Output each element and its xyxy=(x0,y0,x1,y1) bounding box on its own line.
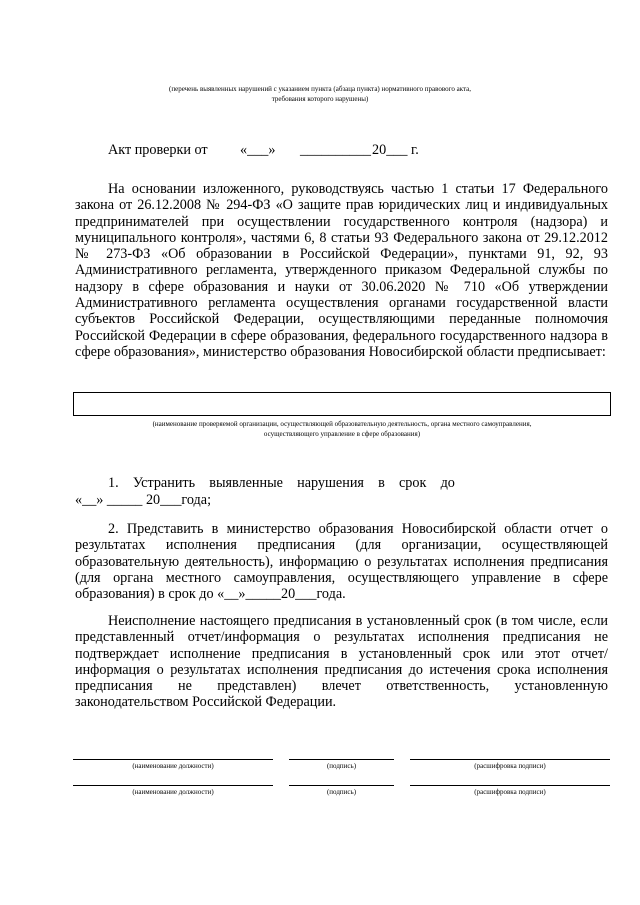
signature-line-position-1 xyxy=(73,759,273,760)
position-caption-2: (наименование должности) xyxy=(132,788,214,796)
act-day: «___» xyxy=(240,142,276,158)
decoding-caption-2: (расшифровка подписи) xyxy=(474,788,546,796)
item1-line1: 1. Устранить выявленные нарушения в срок до xyxy=(108,475,455,491)
act-label: Акт проверки от xyxy=(108,142,208,158)
signature-line-position-2 xyxy=(73,785,273,786)
signature-line-decoding-2 xyxy=(410,785,610,786)
liability-paragraph: Неисполнение настоящего предписания в установленный срок (в том числе, если представленный отчет/информация о результатах исполнения предписания не подтверждает исполнение предписания в установленный срок или этот отчет/информация о результатах исполнения предписания до истечения срока исполнения предписания не представлен) влечет ответственность, установленную законодательством Российской Федерации. xyxy=(75,613,608,711)
violations-caption-line2: требования которого нарушены) xyxy=(271,95,369,103)
signature-line-sign-1 xyxy=(289,759,394,760)
act-year: 20___ г. xyxy=(372,142,419,158)
position-caption-1: (наименование должности) xyxy=(132,762,214,770)
basis-paragraph: На основании изложенного, руководствуясь частью 1 статьи 17 Федерального закона от 26.12.2008 № 294-ФЗ «О защите прав юридических лиц и индивидуальных предпринимателей при осуществлении государственного контроля (надзора) и муниципального контроля», частями 6, 8 статьи 93 Федерального закона от 29.12.2012 № 273-ФЗ «Об образовании в Российской Федерации», пунктами 91, 92, 93 Административного регламента, утвержденного приказом Федеральной службы по надзору в сфере образования и науки от 30.06.2020 № 710 «Об утверждении Административного регламента осуществления органами государственной власти субъектов Российской Федерации, осуществляющими переданные полномочия Российской Федерации в сфере образования, федерального государственного надзора в сфере образования», министерство образования Новосибирской области предписывает: xyxy=(75,181,608,360)
signature-caption-2: (подпись) xyxy=(326,788,357,796)
violations-caption-line1: (перечень выявленных нарушений с указанием пункта (абзаца пункта) нормативного правового акта, xyxy=(169,85,471,93)
org-caption-line2: осуществляющего управление в сфере образования) xyxy=(263,430,421,438)
organization-input-value xyxy=(74,393,610,399)
signature-caption-1: (подпись) xyxy=(326,762,357,770)
signature-line-sign-2 xyxy=(289,785,394,786)
organization-input[interactable] xyxy=(73,392,611,416)
org-caption-line1: (наименование проверяемой организации, осуществляющей образовательную деятельность, органа местного самоуправления, xyxy=(152,420,532,428)
decoding-caption-1: (расшифровка подписи) xyxy=(474,762,546,770)
item2-paragraph: 2. Представить в министерство образования Новосибирской области отчет о результатах исполнения предписания (для организации, осуществляющей образовательную деятельность), информацию о результатах исполнения предписания (для органа местного самоуправления, осуществляющего управление в сфере образования) в срок до «__»_____20___года. xyxy=(75,521,608,603)
item1-line2: «__» _____ 20___года; xyxy=(75,492,212,508)
act-month-blank: __________ xyxy=(300,142,371,158)
signature-line-decoding-1 xyxy=(410,759,610,760)
